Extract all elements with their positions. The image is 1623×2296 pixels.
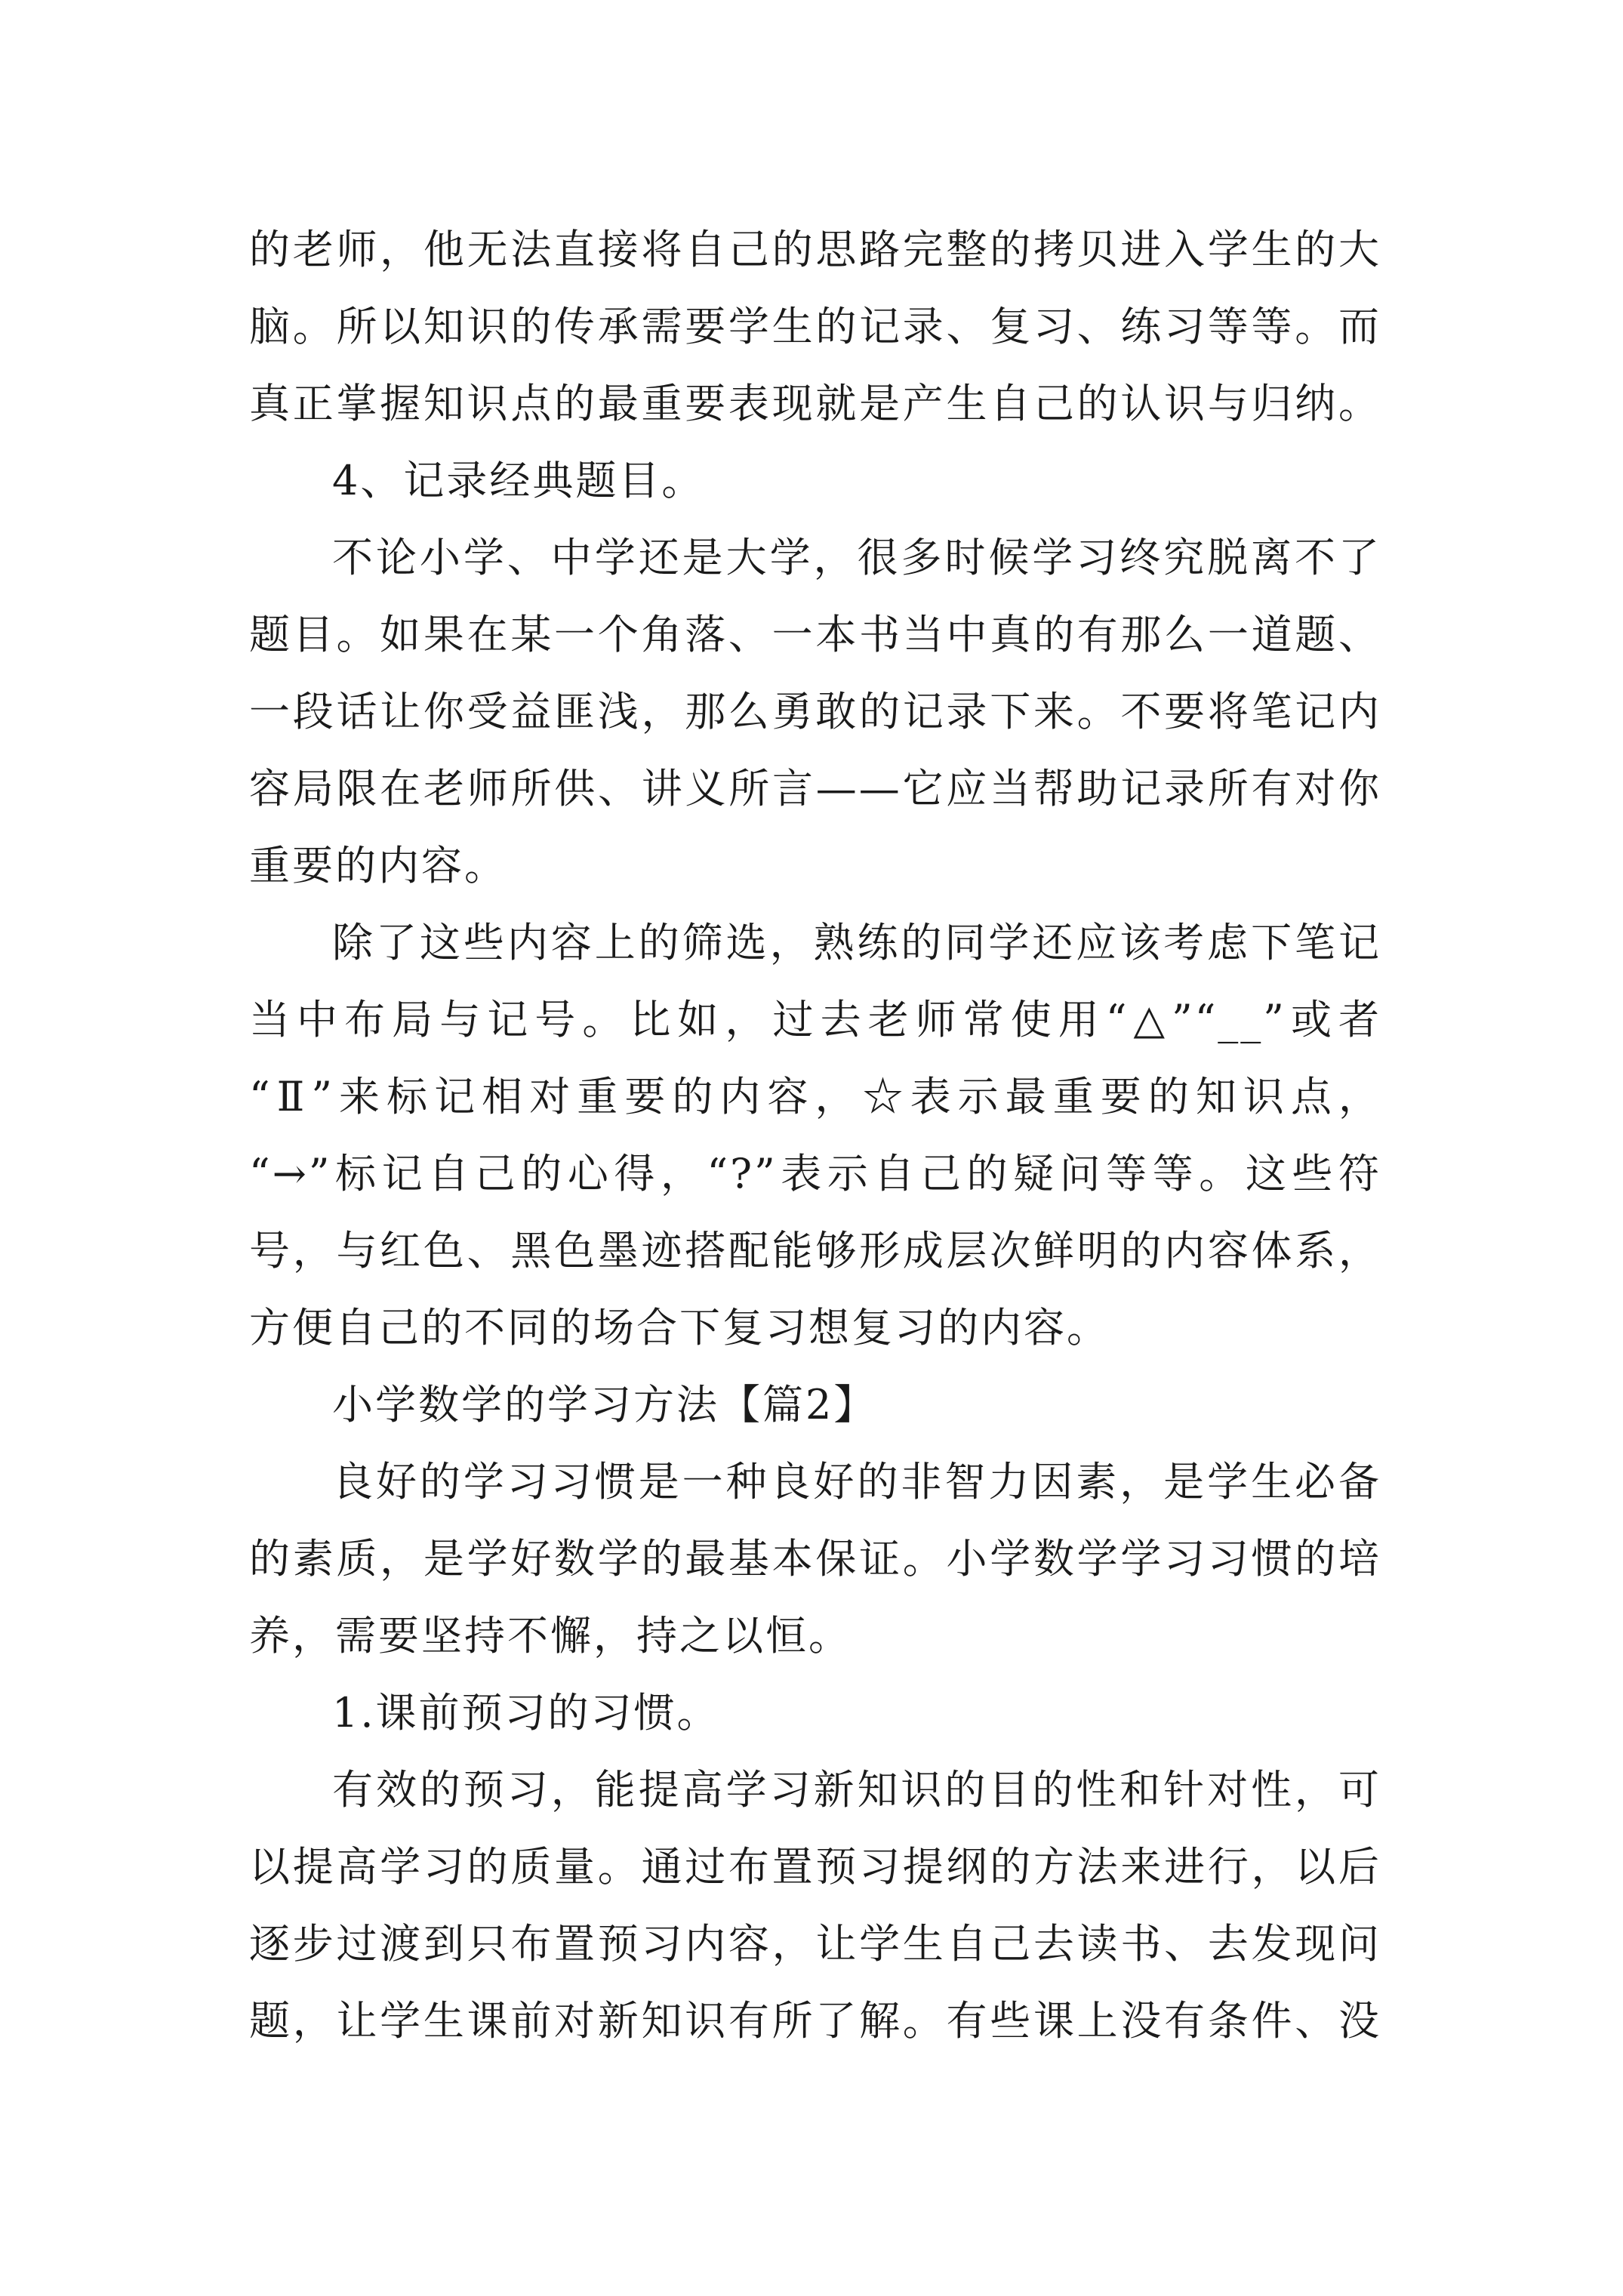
paragraph-line: 脑。所以知识的传承需要学生的记录、复习、练习等等。而 <box>249 303 1381 350</box>
paragraph-line: 容局限在老师所供、讲义所言——它应当帮助记录所有对你 <box>249 765 1381 812</box>
paragraph-line: 题，让学生课前对新知识有所了解。有些课上没有条件、没 <box>249 1997 1381 2045</box>
section-heading: 4、记录经典题目。 <box>332 457 705 504</box>
paragraph-line: 当中布局与记号。比如，过去老师常使用“△”“__”或者 <box>249 996 1381 1043</box>
section-title: 小学数学的学习方法【篇2】 <box>332 1381 877 1428</box>
paragraph-line: “→”标记自己的心得，“?”表示自己的疑问等等。这些符 <box>249 1150 1381 1197</box>
section-heading: 1.课前预习的习惯。 <box>332 1689 720 1737</box>
paragraph-line: 的素质，是学好数学的最基本保证。小学数学学习习惯的培 <box>249 1535 1381 1583</box>
paragraph-line: 的老师，他无法直接将自己的思路完整的拷贝进入学生的大 <box>249 226 1381 273</box>
paragraph-line: 重要的内容。 <box>249 842 507 889</box>
paragraph-line: 除了这些内容上的筛选，熟练的同学还应该考虑下笔记 <box>332 919 1381 966</box>
paragraph-line: 号，与红色、黑色墨迹搭配能够形成层次鲜明的内容体系， <box>249 1227 1381 1274</box>
paragraph-line: 方便自己的不同的场合下复习想复习的内容。 <box>249 1304 1110 1351</box>
paragraph-line: 有效的预习，能提高学习新知识的目的性和针对性，可 <box>332 1766 1381 1814</box>
paragraph-line: 一段话让你受益匪浅，那么勇敢的记录下来。不要将笔记内 <box>249 688 1381 735</box>
paragraph-line: 真正掌握知识点的最重要表现就是产生自己的认识与归纳。 <box>249 380 1381 427</box>
paragraph-line: 以提高学习的质量。通过布置预习提纲的方法来进行，以后 <box>249 1843 1381 1891</box>
paragraph-line: 不论小学、中学还是大学，很多时候学习终究脱离不了 <box>332 534 1381 581</box>
paragraph-line: 养，需要坚持不懈，持之以恒。 <box>249 1612 852 1660</box>
paragraph-line: 题目。如果在某一个角落、一本书当中真的有那么一道题、 <box>249 611 1381 658</box>
paragraph-line: “Ⅱ”来标记相对重要的内容，☆表示最重要的知识点， <box>249 1073 1381 1120</box>
paragraph-line: 良好的学习习惯是一种良好的非智力因素，是学生必备 <box>332 1458 1381 1505</box>
paragraph-line: 逐步过渡到只布置预习内容，让学生自己去读书、去发现问 <box>249 1920 1381 1968</box>
